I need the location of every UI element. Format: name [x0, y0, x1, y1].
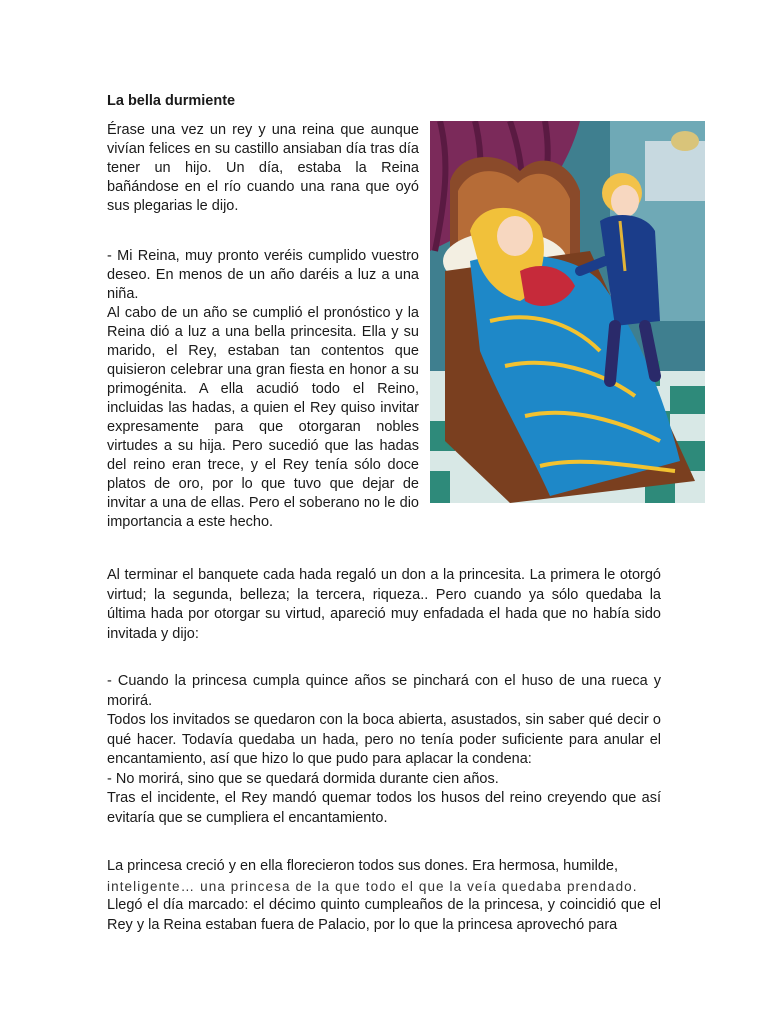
banquet-paragraph: Al terminar el banquete cada hada regaló un don a la princesita. La primera le otorgó virtud; la segunda, belleza; la tercera, riqueza.. Pero cuando ya sólo quedaba la última hada por otorgar su virtud, apareció muy enfadada el hada que no había sido invitada y dijo:	[107, 567, 661, 642]
final-paragraph-line-3: Llegó el día marcado: el décimo quinto cumpleaños de la princesa, y coincidió que el Rey y la Reina estaban fuera de Palacio, por lo que la princesa aprovechó para	[107, 897, 661, 933]
curse-paragraph-3: - No morirá, sino que se quedará dormida durante cien años.	[107, 770, 499, 787]
intro-paragraph-2: - Mi Reina, muy pronto veréis cumplido vuestro deseo. En menos de un año daréis a luz a una niña.	[107, 248, 419, 302]
intro-column	[107, 121, 419, 532]
intro-paragraph-3: Al cabo de un año se cumplió el pronóstico y la Reina dió a luz a una bella princesita. Ella y su marido, el Rey, estaban tan contentos que quisieron celebrar una gran fiesta en honor a su primogénita. A ella acudió todo el Reino, incluidas las hadas, a quien el Rey quiso invitar expresamente para que otorgaran nobles virtudes a su hija. Pero sucedió que las hadas del reino eran trece, y el Rey tenía sólo doce platos de oro, por lo que tuvo que dejar de invitar a una de ellas. Pero el soberano no le dio importancia a este hecho.	[107, 305, 419, 530]
story-title: La bella durmiente	[107, 93, 236, 109]
final-paragraph-line-2: inteligente… una princesa de la que todo el que la veía quedaba prendado.	[107, 878, 638, 894]
intro-paragraph-1: Érase una vez un rey y una reina que aunque vivían felices en su castillo ansiaban día tras día tener un hijo. Un día, estaba la Reina bañándose en el río cuando una rana que oyó sus plegarias le dijo.	[107, 122, 419, 214]
final-paragraph-block	[107, 857, 661, 935]
curse-paragraph-1: - Cuando la princesa cumpla quince años se pinchará con el huso de una rueca y morirá.	[107, 673, 661, 709]
curse-paragraph-4: Tras el incidente, el Rey mandó quemar todos los husos del reino creyendo que así evitaría que se cumpliera el encantamiento.	[107, 790, 661, 826]
curse-paragraph-block	[107, 672, 661, 828]
sleeping-beauty-illustration	[430, 121, 705, 503]
curse-paragraph-2: Todos los invitados se quedaron con la boca abierta, asustados, sin saber qué decir o qué hacer. Todavía quedaba un hada, pero no tenía poder suficiente para anular el encantamiento, así que hizo lo que pudo para aplacar la condena:	[107, 712, 661, 767]
final-paragraph-line-1: La princesa creció y en ella florecieron todos sus dones. Era hermosa, humilde,	[107, 858, 618, 874]
banquet-paragraph-block	[107, 566, 661, 644]
